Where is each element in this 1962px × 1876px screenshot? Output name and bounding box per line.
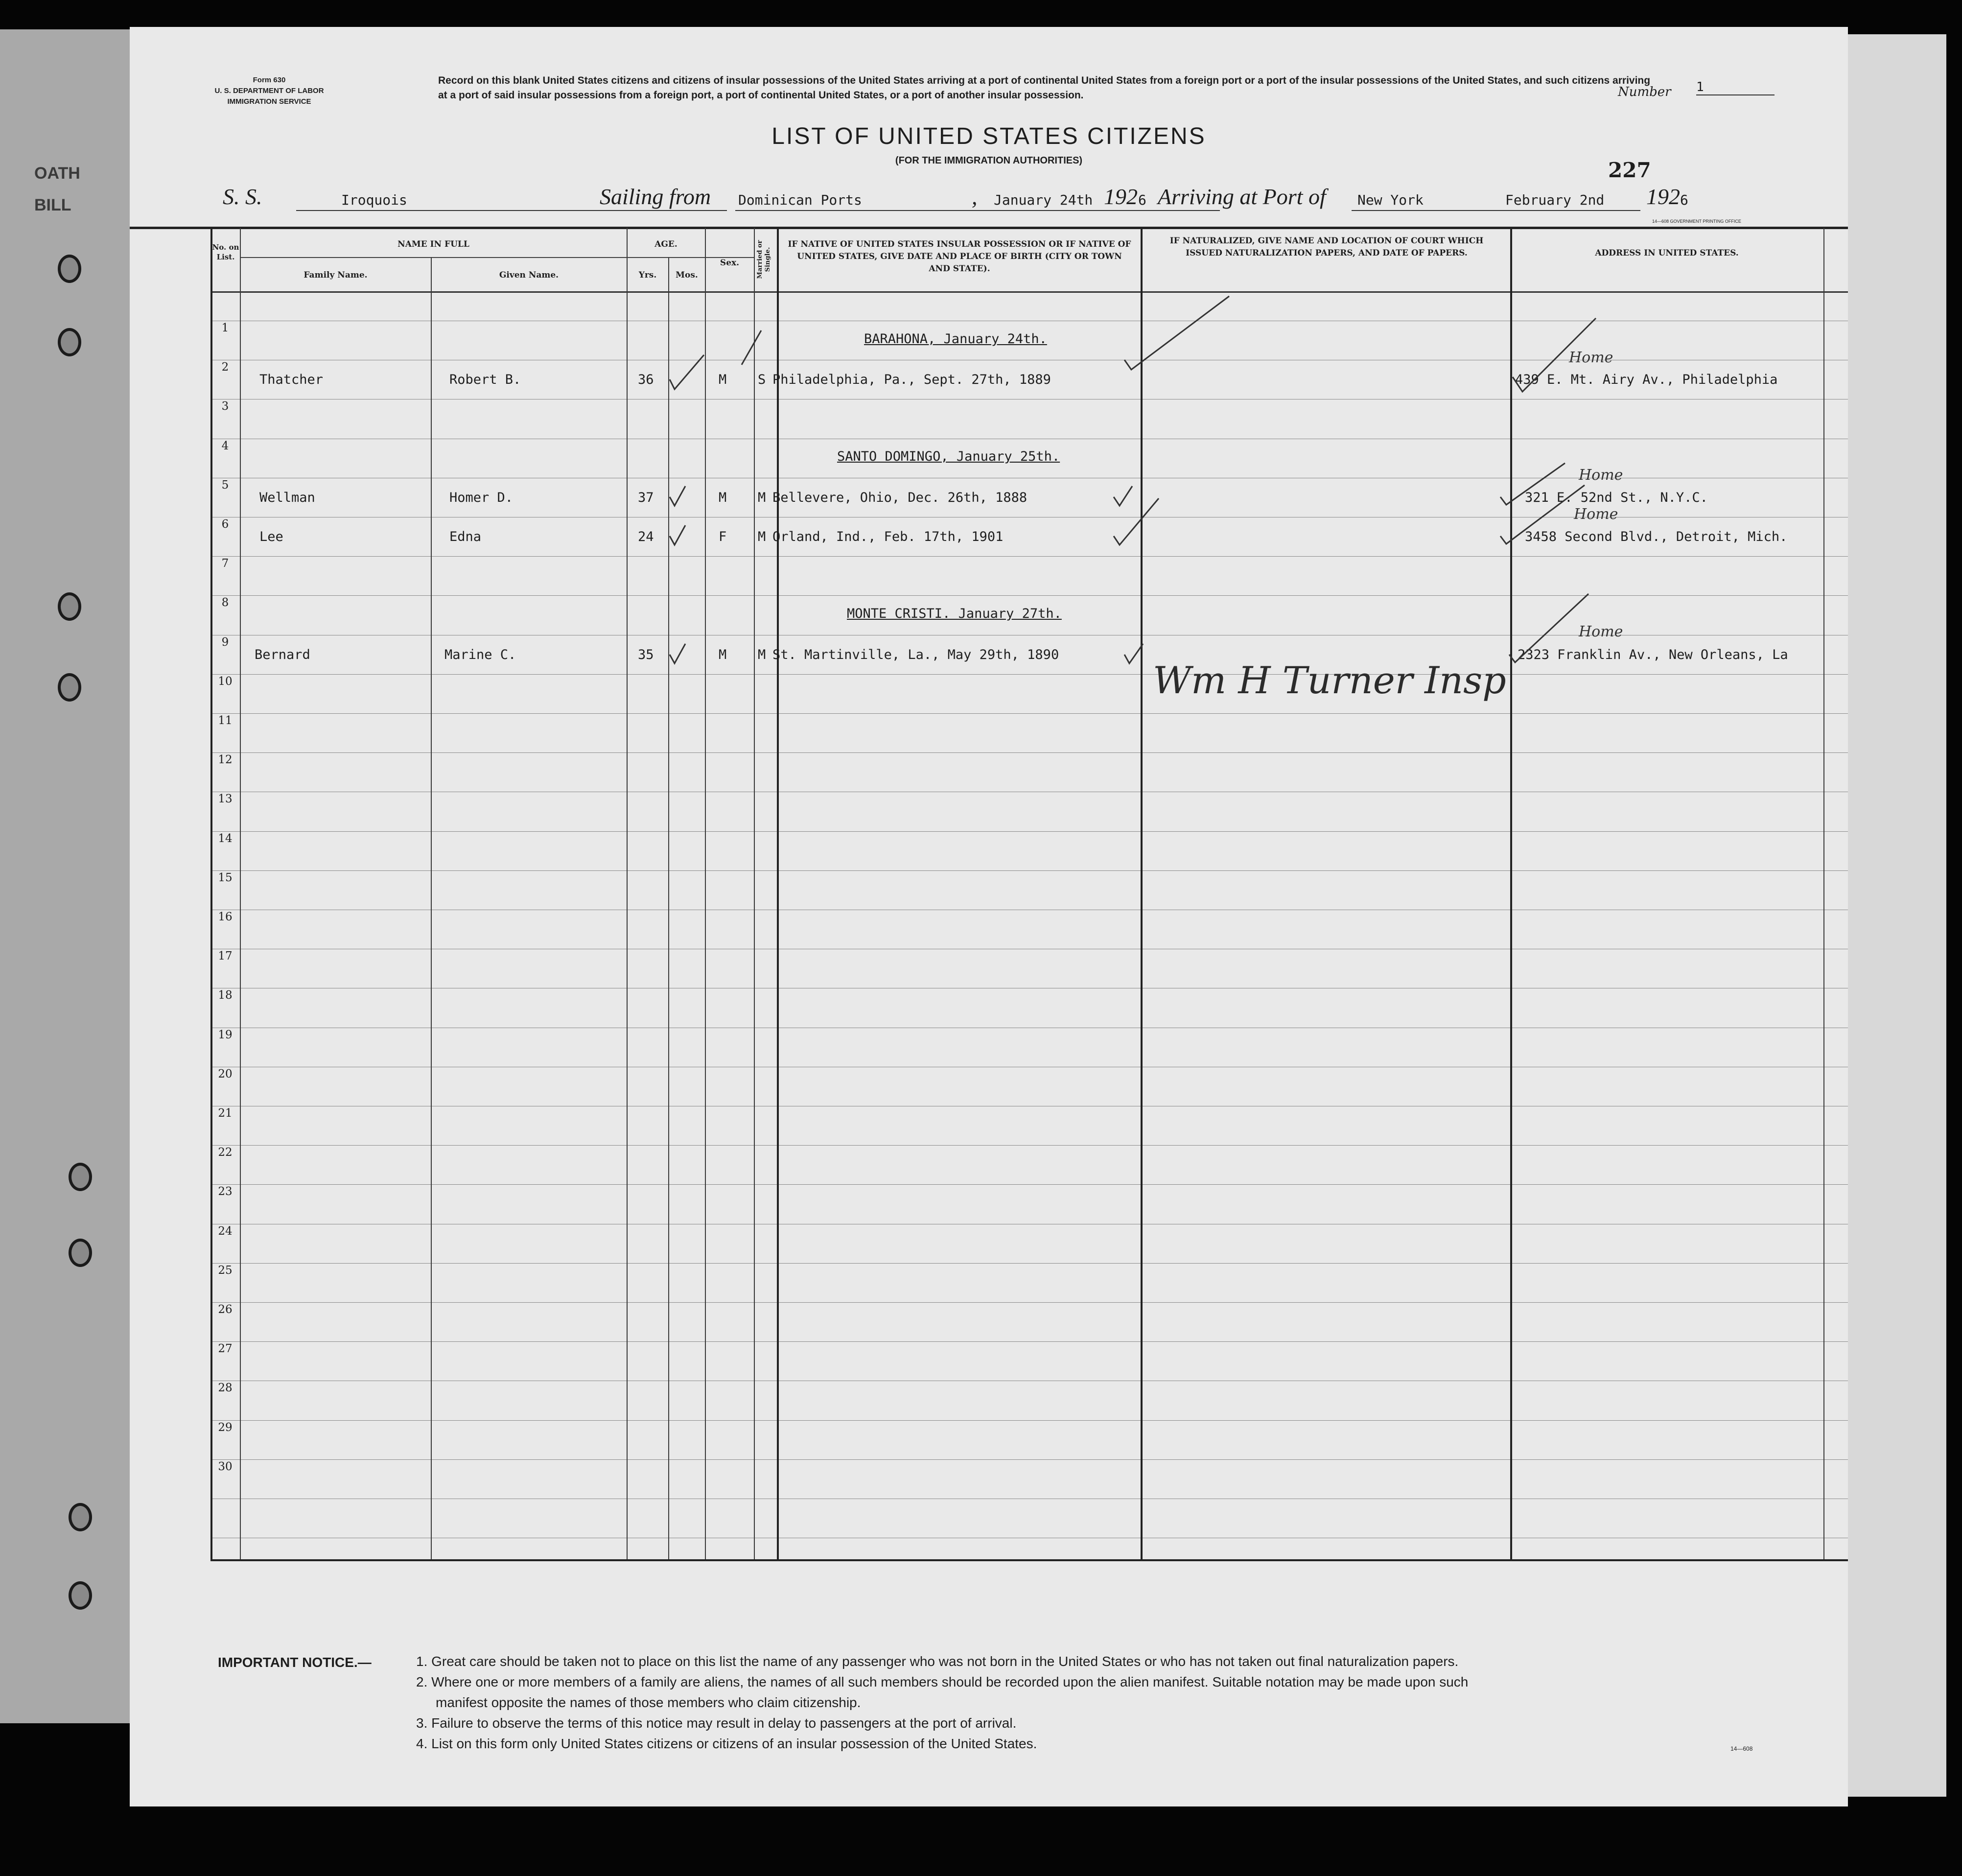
check-mark	[1124, 644, 1143, 663]
check-mark	[742, 330, 761, 365]
port-heading: BARAHONA, January 24th.	[864, 331, 1047, 347]
col-header-sex: Sex.	[720, 258, 740, 268]
col-header-naturalized: IF NATURALIZED, GIVE NAME AND LOCATION OF COURT WHICH ISSUED NATURALIZATION PAPERS, AND DATE OF PAPERS.	[1169, 236, 1484, 258]
binder-hole	[69, 1581, 92, 1610]
notice-label: IMPORTANT NOTICE.—	[218, 1655, 372, 1670]
page-title: LIST OF UNITED STATES CITIZENS	[771, 123, 1206, 149]
row-number: 28	[218, 1382, 233, 1395]
binder-hole	[69, 1239, 92, 1267]
sailing-label: Sailing from	[600, 184, 711, 209]
notice-item: manifest opposite the names of those members who claim citizenship.	[436, 1695, 861, 1710]
row-number: 20	[218, 1067, 233, 1080]
binder-hole	[58, 328, 81, 356]
row-number: 30	[218, 1460, 233, 1473]
row-number: 2	[221, 361, 229, 374]
row-number: 10	[218, 675, 233, 688]
row-number: 13	[218, 793, 233, 806]
us-address: 439 E. Mt. Airy Av., Philadelphia	[1515, 372, 1778, 387]
notice-item: 1. Great care should be taken not to place on this list the name of any passenger who was not born in the United States or who has not taken out final naturalization papers.	[416, 1654, 1459, 1669]
binder-hole	[69, 1163, 92, 1191]
col-header-name-in-full: NAME IN FULL	[397, 239, 469, 249]
check-mark	[670, 525, 685, 545]
address-annotation: Home	[1579, 467, 1623, 484]
check-mark	[1500, 463, 1565, 505]
row-number: 21	[218, 1107, 233, 1120]
check-mark	[1124, 296, 1229, 370]
sailing-date: January 24th	[994, 192, 1093, 208]
us-address: 3458 Second Blvd., Detroit, Mich.	[1525, 529, 1788, 544]
left-fragment-text: OATH	[34, 164, 80, 183]
family-name: Bernard	[255, 647, 310, 662]
age-years: 36	[638, 372, 654, 387]
birth-place-date: St. Martinville, La., May 29th, 1890	[772, 647, 1059, 662]
given-name: Marine C.	[444, 647, 516, 662]
row-number: 1	[221, 322, 229, 334]
row-number: 15	[218, 871, 233, 884]
department-name: U. S. DEPARTMENT OF LABOR	[214, 87, 324, 95]
row-number: 22	[218, 1146, 233, 1159]
row-number: 25	[218, 1264, 233, 1277]
col-header-given-name: Given Name.	[499, 270, 559, 280]
port-heading: SANTO DOMINGO, January 25th.	[837, 449, 1060, 464]
sailing-year-prefix: 192	[1104, 184, 1138, 209]
age-years: 37	[638, 490, 654, 505]
row-number: 23	[218, 1185, 233, 1198]
row-number: 5	[221, 478, 229, 492]
col-header-married: Married or Single.	[756, 240, 771, 279]
family-name: Lee	[259, 529, 283, 544]
arriving-port: New York	[1357, 192, 1424, 208]
binder-hole	[58, 673, 81, 702]
comma-separator: ,	[972, 184, 978, 209]
sex: M	[719, 372, 727, 387]
row-number: 19	[218, 1028, 233, 1041]
sex: F	[719, 529, 727, 544]
arrival-date: February 2nd	[1505, 192, 1605, 208]
age-years: 35	[638, 647, 654, 662]
ship-name: Iroquois	[341, 192, 407, 208]
check-mark	[1513, 318, 1596, 392]
check-mark	[1500, 485, 1585, 544]
stamp-number: 227	[1608, 158, 1651, 182]
left-fragment-text: BILL	[34, 196, 71, 214]
row-number: 18	[218, 989, 233, 1002]
given-name: Robert B.	[449, 372, 521, 387]
row-number: 6	[221, 518, 229, 531]
col-header-address: ADDRESS IN UNITED STATES.	[1595, 248, 1739, 258]
binder-hole	[58, 255, 81, 283]
row-number: 7	[221, 557, 229, 570]
us-address: 2323 Franklin Av., New Orleans, La	[1518, 647, 1788, 662]
married-single: S	[758, 372, 766, 387]
row-number: 29	[218, 1421, 233, 1434]
form-code: 14—608	[1730, 1745, 1753, 1752]
col-header-age: AGE.	[654, 239, 677, 249]
port-heading: MONTE CRISTI. January 27th.	[847, 606, 1062, 621]
inspector-signature: Wm H Turner Insp	[1153, 658, 1506, 702]
row-number: 12	[218, 753, 233, 767]
us-address: 321 E. 52nd St., N.Y.C.	[1525, 490, 1708, 505]
number-value: 1	[1696, 80, 1775, 95]
given-name: Edna	[449, 529, 482, 544]
married-single: M	[758, 490, 766, 505]
arrival-year-prefix: 192	[1646, 184, 1680, 209]
birth-place-date: Bellevere, Ohio, Dec. 26th, 1888	[772, 490, 1028, 505]
married-single: M	[758, 647, 766, 662]
row-number: 8	[221, 596, 229, 610]
col-header-yrs: Yrs.	[638, 270, 657, 280]
row-number: 14	[218, 832, 233, 845]
sailing-from: Dominican Ports	[738, 192, 862, 208]
birth-place-date: Orland, Ind., Feb. 17th, 1901	[772, 529, 1004, 544]
sailing-year-suffix: 6	[1138, 192, 1146, 208]
col-header-no: No. on List.	[212, 243, 239, 261]
binder-hole	[58, 592, 81, 621]
number-label: Number	[1618, 85, 1671, 99]
row-number: 11	[218, 714, 233, 727]
ss-label: S. S.	[223, 184, 262, 209]
check-mark	[670, 486, 685, 506]
service-name: IMMIGRATION SERVICE	[227, 97, 311, 106]
birth-place-date: Philadelphia, Pa., Sept. 27th, 1889	[772, 372, 1051, 387]
married-single: M	[758, 529, 766, 544]
check-mark	[1509, 594, 1588, 662]
col-header-birthplace: IF NATIVE OF UNITED STATES INSULAR POSSESSION OR IF NATIVE OF UNITED STATES, GIVE DATE AND PLACE OF BIRTH (CITY OR TOWN AND STATE).	[788, 239, 1131, 274]
row-number: 3	[221, 400, 229, 413]
sex: M	[719, 490, 727, 505]
record-instruction: Record on this blank United States citizens and citizens of insular possessions of the United States arriving at a port of continental United States from a foreign port or a port of the insular possessions of the United States, and such citizens arriving at a port of said insular possessions from a foreign port, a port of continental United States, or a port of another insular possession.	[438, 75, 1651, 101]
form-number: Form 630	[253, 76, 286, 84]
printer-note: 14—608 GOVERNMENT PRINTING OFFICE	[1652, 219, 1741, 224]
notice-item: 4. List on this form only United States citizens or citizens of an insular possession of the United States.	[416, 1736, 1037, 1751]
address-annotation: Home	[1579, 623, 1623, 640]
binder-hole	[69, 1503, 92, 1531]
row-number: 16	[218, 911, 233, 923]
row-number: 17	[218, 950, 233, 963]
manifest-page	[130, 27, 1848, 1806]
check-marks-overlay	[130, 27, 1848, 1806]
row-number: 4	[221, 439, 229, 452]
family-name: Wellman	[259, 490, 315, 505]
check-mark	[670, 355, 704, 389]
age-years: 24	[638, 529, 654, 544]
notice-item: 2. Where one or more members of a family are aliens, the names of all such members should be recorded upon the alien manifest. Suitable notation may be made upon such	[416, 1674, 1469, 1689]
col-header-family-name: Family Name.	[304, 270, 368, 280]
address-annotation: Home	[1574, 506, 1618, 523]
row-number: 27	[218, 1342, 233, 1356]
family-name: Thatcher	[259, 372, 324, 387]
given-name: Homer D.	[449, 490, 514, 505]
arrival-year-suffix: 6	[1680, 192, 1688, 208]
sex: M	[719, 647, 727, 662]
col-header-mos: Mos.	[676, 270, 698, 280]
page-subtitle: (FOR THE IMMIGRATION AUTHORITIES)	[895, 155, 1083, 166]
left-attached-sheet	[0, 29, 132, 1723]
row-number: 9	[221, 635, 229, 649]
arriving-label: Arriving at Port of	[1158, 184, 1326, 209]
notice-item: 3. Failure to observe the terms of this notice may result in delay to passengers at the port of arrival.	[416, 1715, 1017, 1731]
address-annotation: Home	[1569, 349, 1613, 366]
check-mark	[670, 644, 685, 663]
row-number: 24	[218, 1224, 233, 1238]
check-mark	[1114, 486, 1132, 506]
row-number: 26	[218, 1303, 233, 1316]
